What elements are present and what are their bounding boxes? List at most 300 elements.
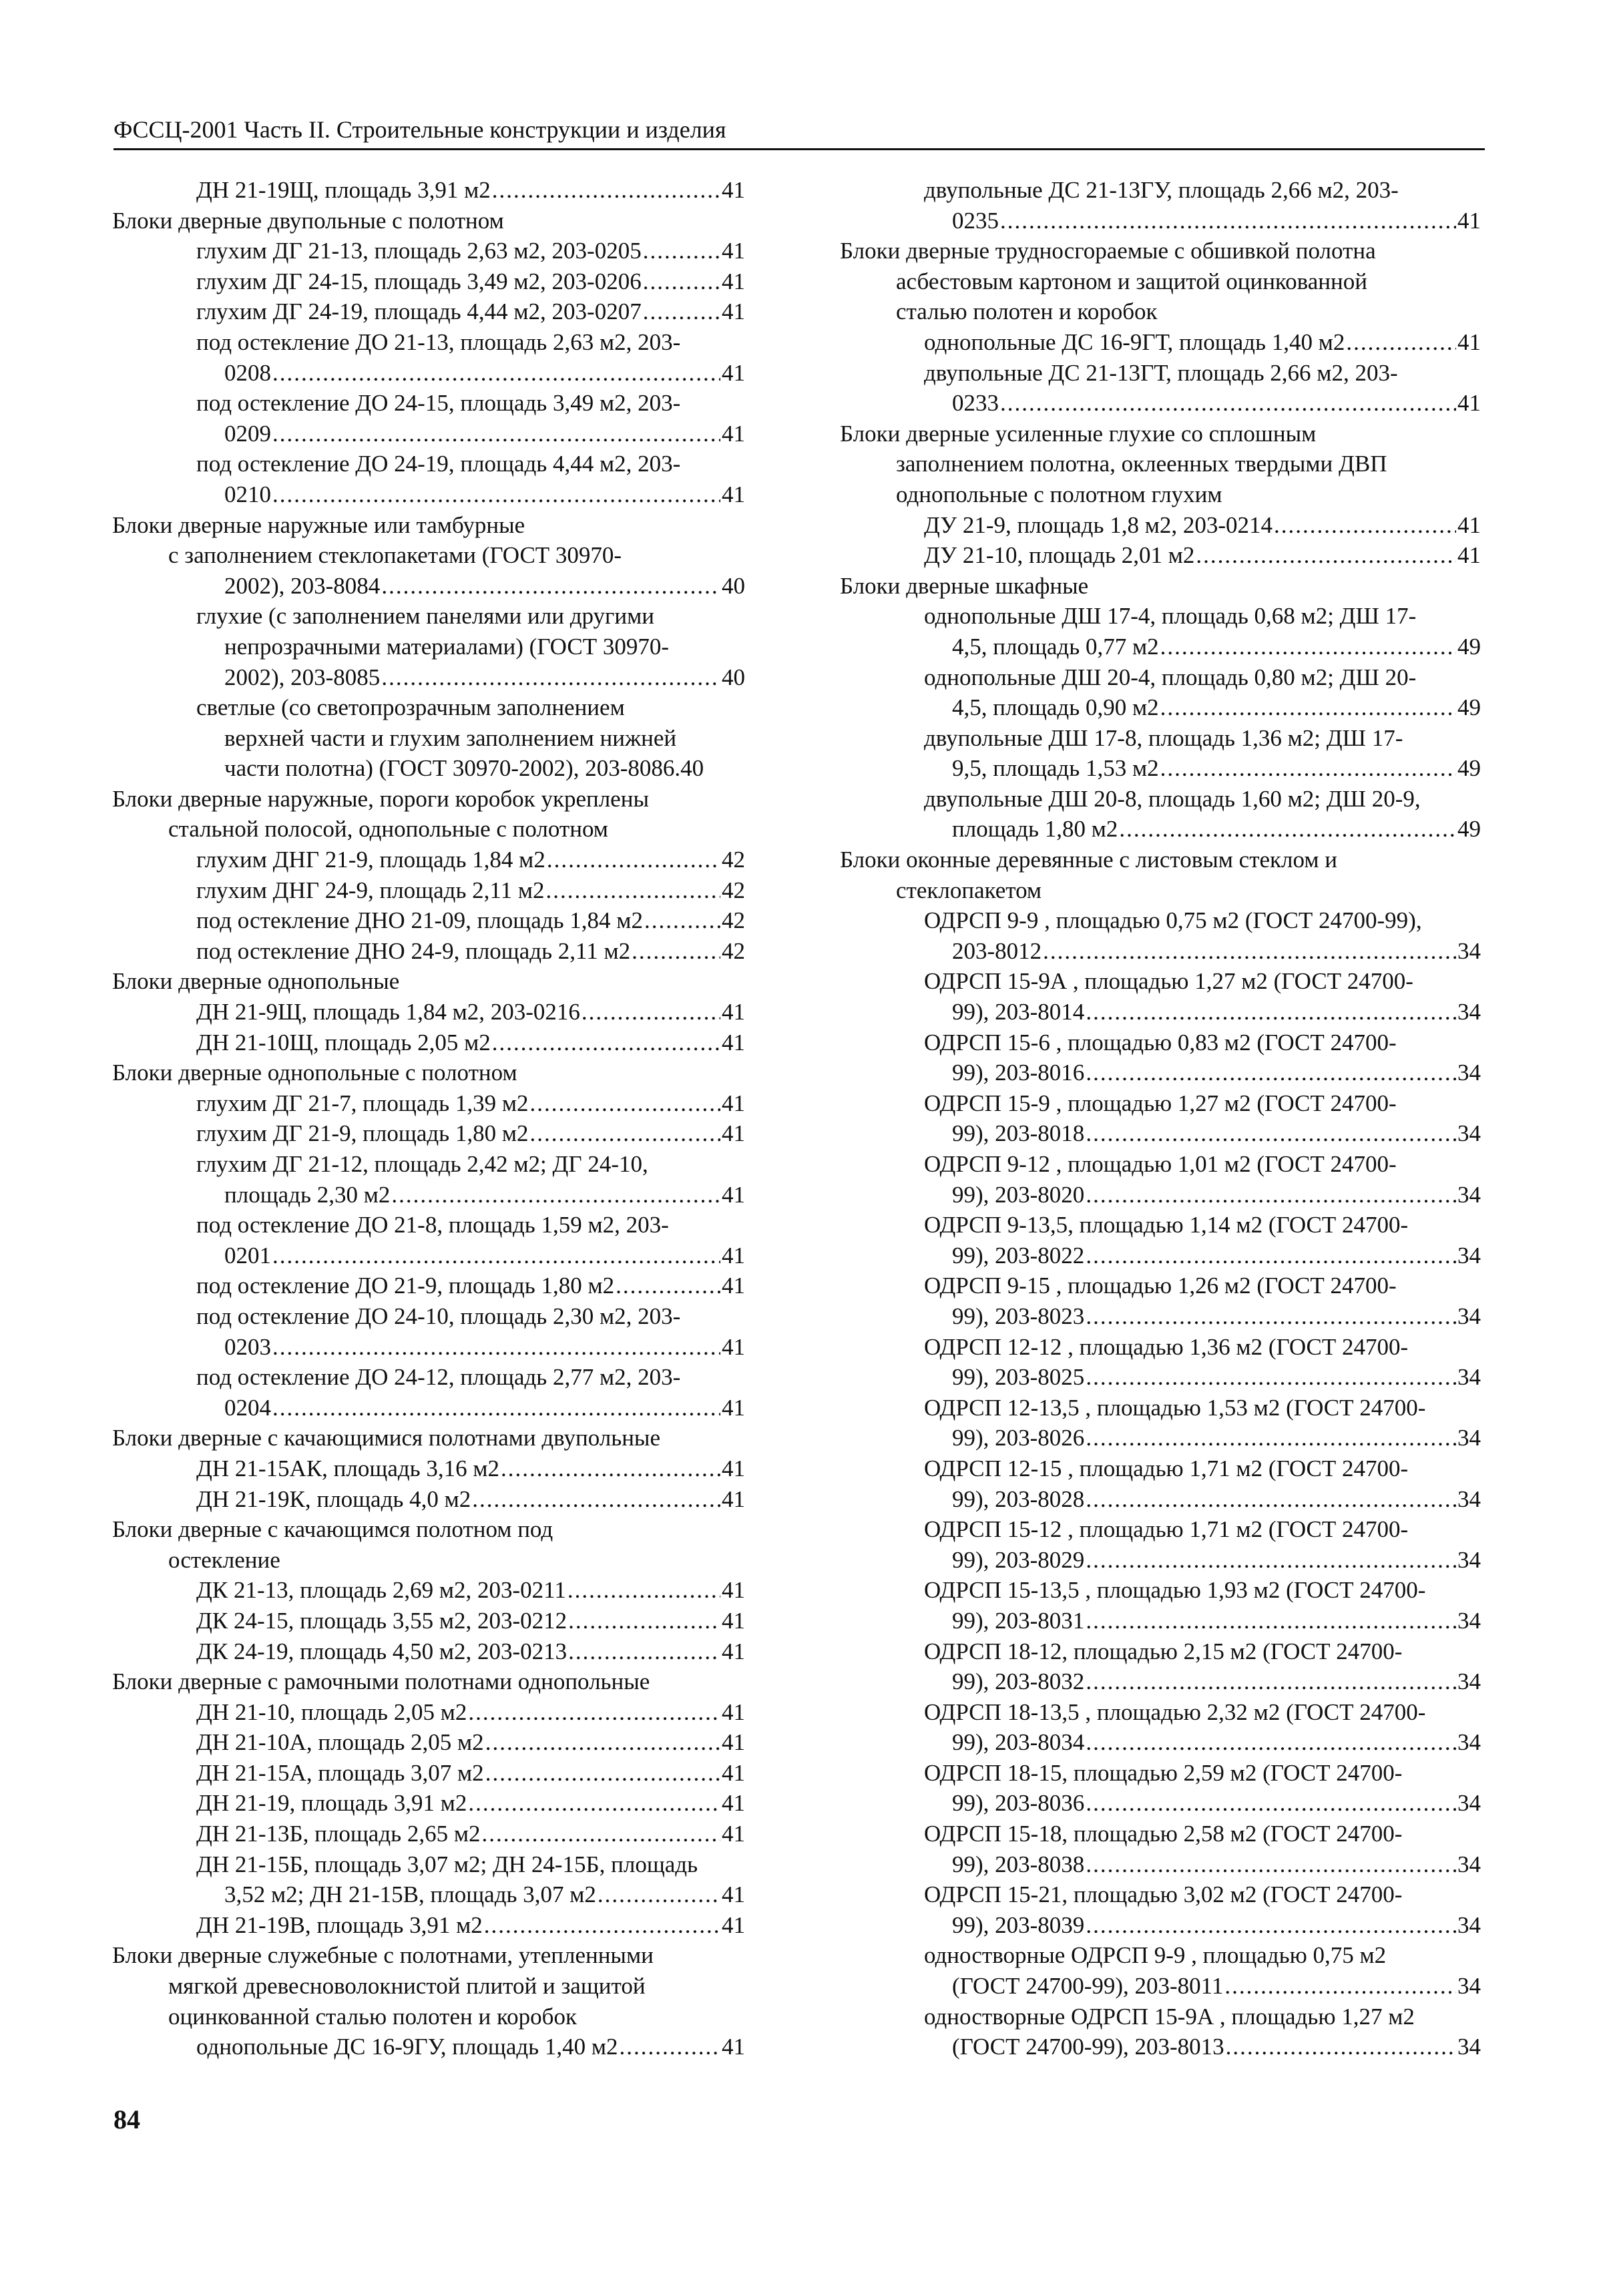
dot-leader [1086,1666,1456,1697]
entry-text: 4,5, площадь 0,77 м2 [952,633,1159,660]
entry-page-number: 34 [1457,1607,1481,1634]
entry-text: ОДРСП 9-15 , площадью 1,26 м2 (ГОСТ 24700- [924,1273,1397,1299]
index-entry [840,1027,1481,1058]
entry-text: ДК 21-13, площадь 2,69 м2, 203-0211 [196,1577,566,1604]
entry-page-number: 34 [1457,1973,1481,2000]
dot-leader [482,1819,720,1849]
dot-leader [272,1240,720,1271]
entry-text: стеклопакетом [896,877,1042,903]
dot-leader [381,662,720,693]
index-entry [840,540,1481,571]
dot-leader [1086,997,1456,1027]
entry-page-number: 34 [1457,999,1481,1025]
entry-text: глухим ДГ 21-7, площадь 1,39 м2 [196,1090,529,1116]
dot-leader [485,1727,720,1758]
entry-page-number: 34 [1457,1911,1481,1938]
index-entry [112,327,745,358]
index-entry [840,875,1481,906]
entry-text: Блоки дверные наружные или тамбурные [112,511,525,538]
dot-leader [1086,1727,1456,1758]
index-entry [840,1180,1481,1210]
entry-text: 99), 203-8022 [952,1242,1085,1269]
index-entry [840,1088,1481,1119]
index-entry [840,1697,1481,1728]
entry-text: под остекление ДО 21-8, площадь 1,59 м2, 203- [196,1212,669,1238]
entry-text: стальной полосой, однопольные с полотном [168,816,608,843]
entry-text: под остекление ДО 24-10, площадь 2,30 м2, 203- [196,1303,681,1329]
index-entry [112,571,745,602]
index-entry [112,206,745,236]
index-entry [112,510,745,541]
entry-text: ОДРСП 12-15 , площадью 1,71 м2 (ГОСТ 24700- [924,1455,1409,1481]
entry-text: 0233 [952,390,999,417]
entry-text: Блоки дверные служебные с полотнами, утепленными [112,1942,654,1969]
entry-text: (ГОСТ 24700-99), 203-8011 [952,1973,1224,2000]
entry-page-number: 49 [1457,633,1481,660]
entry-text: ДН 21-9Щ, площадь 1,84 м2, 203-0216 [196,999,580,1025]
index-entry [840,1271,1481,1301]
entry-text: глухим ДГ 21-13, площадь 2,63 м2, 203-0205 [196,238,642,264]
index-entry [840,1362,1481,1393]
entry-text: однопольные ДС 16-9ГУ, площадь 1,40 м2 [196,2034,618,2060]
entry-page-number: 41 [1457,207,1481,234]
index-entry [840,1149,1481,1180]
entry-page-number: 49 [1457,816,1481,843]
index-entry [112,1606,745,1636]
index-entry [112,1332,745,1363]
entry-page-number: 41 [722,1181,745,1208]
index-entry [112,449,745,479]
entry-text: ДН 21-15АК, площадь 3,16 м2 [196,1455,500,1481]
entry-text: Блоки дверные трудносгораемые с обшивкой полотна [840,238,1376,264]
index-entry [112,632,745,662]
dot-leader [1196,540,1456,571]
entry-text: ОДРСП 15-9А , площадью 1,27 м2 (ГОСТ 24700- [924,968,1413,995]
entry-text: площадь 2,30 м2 [224,1181,391,1208]
index-entry [840,1210,1481,1240]
index-entry [112,419,745,449]
index-entry [112,1362,745,1393]
dot-leader [272,479,720,510]
entry-page-number: 34 [1457,1425,1481,1451]
entry-text: однопольные ДШ 20-4, площадь 0,80 м2; ДШ 20- [924,664,1417,690]
dot-leader [1086,1788,1456,1819]
entry-text: ОДРСП 15-21, площадью 3,02 м2 (ГОСТ 24700- [924,1881,1403,1908]
index-entry [840,1453,1481,1484]
index-entry [112,1545,745,1576]
dot-leader [391,1180,720,1210]
entry-text: под остекление ДО 24-19, площадь 4,44 м2, 203- [196,451,681,477]
entry-text: двупольные ДС 21-13ГТ, площадь 2,66 м2, 203- [924,359,1398,386]
entry-page-number: 41 [722,1029,745,1056]
dot-leader [1000,388,1456,419]
dot-leader [485,1758,720,1789]
entry-text: глухим ДНГ 24-9, площадь 2,11 м2 [196,877,545,903]
entry-text: 99), 203-8029 [952,1546,1085,1573]
entry-page-number: 42 [722,937,745,964]
index-entry [112,236,745,266]
dot-leader [1274,510,1456,541]
index-entry [112,1788,745,1819]
index-entry [840,1788,1481,1819]
index-entry [840,1240,1481,1271]
entry-page-number: 41 [1457,390,1481,417]
index-entry [840,1393,1481,1423]
index-entry [840,1545,1481,1576]
entry-page-number: 42 [722,847,745,873]
dot-leader [547,845,720,875]
index-column-left [112,175,745,2062]
dot-leader [1226,2032,1456,2062]
entry-page-number: 41 [722,1698,745,1725]
index-entry [112,1697,745,1728]
dot-leader [1086,1118,1456,1149]
entry-page-number: 41 [722,1485,745,1512]
index-entry [840,1819,1481,1849]
entry-text: ДН 21-10Щ, площадь 2,05 м2 [196,1029,491,1056]
index-entry [840,419,1481,449]
index-entry [840,327,1481,358]
index-entry [112,1027,745,1058]
entry-text: мягкой древесноволокнистой плитой и защитой [168,1973,646,2000]
entry-page-number: 41 [722,1455,745,1481]
entry-text: 99), 203-8039 [952,1911,1085,1938]
index-entry [112,753,745,784]
entry-text: однопольные ДШ 17-4, площадь 0,68 м2; ДШ 17- [924,603,1417,630]
entry-text: под остекление ДО 24-12, площадь 2,77 м2, 203- [196,1364,681,1391]
entry-page-number: 41 [722,1790,745,1817]
entry-text: 99), 203-8023 [952,1303,1085,1329]
entry-page-number: 41 [722,420,745,447]
dot-leader [530,1118,720,1149]
entry-page-number: 34 [1457,1668,1481,1695]
dot-leader [1160,753,1456,784]
entry-text: 99), 203-8034 [952,1729,1085,1756]
index-entry [112,1849,745,1880]
entry-text: 0208 [224,359,271,386]
index-entry [112,1210,745,1240]
entry-text: верхней части и глухим заполнением нижней [224,724,677,751]
entry-text: оцинкованной сталью полотен и коробок [168,2003,577,2030]
index-entry [112,1301,745,1332]
index-entry [112,1940,745,1971]
entry-text: ДУ 21-10, площадь 2,01 м2 [924,542,1195,569]
entry-text: 0210 [224,481,271,507]
entry-page-number: 41 [722,1120,745,1147]
index-entry [840,936,1481,967]
index-entry [112,845,745,875]
entry-text: ОДРСП 15-9 , площадью 1,27 м2 (ГОСТ 24700- [924,1090,1397,1116]
entry-text: светлые (со светопрозрачным заполнением [196,694,625,721]
entry-text: ДК 24-19, площадь 4,50 м2, 203-0213 [196,1638,567,1664]
dot-leader [1000,206,1456,236]
index-entry [840,1058,1481,1088]
entry-page-number: 41 [1457,542,1481,569]
dot-leader [492,1027,720,1058]
entry-text: ДК 24-15, площадь 3,55 м2, 203-0212 [196,1607,567,1634]
index-entry [840,814,1481,845]
entry-text: под остекление ДО 24-15, площадь 3,49 м2, 203- [196,390,681,417]
entry-text: 99), 203-8014 [952,999,1085,1025]
entry-text: ОДРСП 9-12 , площадью 1,01 м2 (ГОСТ 24700- [924,1151,1397,1177]
entry-page-number: 41 [722,1881,745,1908]
entry-text: Блоки дверные с качающимся полотном под [112,1516,553,1543]
dot-leader [620,2032,720,2062]
index-entry [112,692,745,723]
index-entry [840,296,1481,327]
index-entry [112,479,745,510]
entry-text: 99), 203-8026 [952,1425,1085,1451]
entry-text: ДН 21-15Б, площадь 3,07 м2; ДН 24-15Б, площадь [196,1851,698,1877]
dot-leader [272,1393,720,1423]
index-entry [112,1484,745,1515]
index-entry [840,1423,1481,1453]
index-entry [840,905,1481,936]
entry-text: под остекление ДО 21-9, площадь 1,80 м2 [196,1273,615,1299]
index-entry [840,1118,1481,1149]
entry-page-number: 34 [1457,2034,1481,2060]
index-entry [112,358,745,389]
index-entry [840,510,1481,541]
entry-text: ОДРСП 15-12 , площадью 1,71 м2 (ГОСТ 24700- [924,1516,1409,1543]
entry-text: Блоки дверные с рамочными полотнами однопольные [112,1668,650,1695]
dot-leader [1086,1180,1456,1210]
index-entry [112,1910,745,1941]
entry-text: части полотна) (ГОСТ 30970-2002), 203-8086.40 [224,755,704,782]
entry-text: ОДРСП 18-15, площадью 2,59 м2 (ГОСТ 24700- [924,1759,1403,1786]
index-entry [840,753,1481,784]
index-entry [840,175,1481,206]
dot-leader [568,1636,720,1667]
index-entry [112,1149,745,1180]
dot-leader [1086,1849,1456,1880]
index-entry [840,479,1481,510]
entry-page-number: 41 [722,268,745,294]
index-entry [112,814,745,845]
entry-text: Блоки дверные однопольные [112,968,400,995]
dot-leader [1086,1910,1456,1941]
index-entry [112,1819,745,1849]
index-entry [840,1666,1481,1697]
entry-text: заполнением полотна, оклеенных твердыми ДВП [896,451,1387,477]
entry-page-number: 42 [722,907,745,934]
entry-text: ДН 21-19К, площадь 4,0 м2 [196,1485,471,1512]
entry-page-number: 41 [722,999,745,1025]
index-entry [840,601,1481,632]
index-entry [840,1484,1481,1515]
index-entry [840,632,1481,662]
entry-page-number: 41 [722,1729,745,1756]
index-entry [112,784,745,815]
entry-text: площадь 1,80 м2 [952,816,1118,843]
entry-text: глухие (с заполнением панелями или другими [196,603,655,630]
index-entry [840,236,1481,266]
entry-page-number: 41 [722,1577,745,1604]
index-entry [840,2032,1481,2062]
entry-page-number: 34 [1457,1790,1481,1817]
dot-leader [468,1788,720,1819]
entry-text: двупольные ДШ 20-8, площадь 1,60 м2; ДШ 20-9, [924,785,1421,812]
entry-text: 99), 203-8020 [952,1181,1085,1208]
index-entry [112,997,745,1027]
entry-text: 4,5, площадь 0,90 м2 [952,694,1159,721]
entry-text: 99), 203-8031 [952,1607,1085,1634]
index-entry [112,540,745,571]
index-entry [112,1575,745,1606]
index-entry [112,1058,745,1088]
entry-text: ОДРСП 18-13,5 , площадью 2,32 м2 (ГОСТ 24700- [924,1698,1426,1725]
entry-text: 0204 [224,1394,271,1421]
index-entry [840,1758,1481,1789]
index-entry [840,662,1481,693]
entry-page-number: 41 [722,359,745,386]
index-entry [840,845,1481,875]
dot-leader [1086,1058,1456,1088]
entry-text: 99), 203-8038 [952,1851,1085,1877]
entry-text: однопольные с полотном глухим [896,481,1222,507]
dot-leader [501,1453,720,1484]
entry-text: с заполнением стеклопакетами (ГОСТ 30970- [168,542,622,569]
dot-leader [530,1088,720,1119]
index-entry [840,206,1481,236]
dot-leader [272,1332,720,1363]
index-entry [840,966,1481,997]
entry-page-number: 34 [1457,1546,1481,1573]
entry-text: Блоки оконные деревянные с листовым стеклом и [840,847,1337,873]
index-entry [112,175,745,206]
entry-text: под остекление ДО 21-13, площадь 2,63 м2, 203- [196,328,681,355]
dot-leader [643,296,720,327]
entry-text: одностворные ОДРСП 15-9А , площадью 1,27 м2 [924,2003,1415,2030]
index-entry [112,1971,745,2002]
entry-page-number: 41 [722,1394,745,1421]
entry-page-number: 34 [1457,1851,1481,1877]
entry-text: остекление [168,1546,280,1573]
entry-text: ДН 21-10А, площадь 2,05 м2 [196,1729,484,1756]
index-entry [112,1453,745,1484]
index-entry [840,1727,1481,1758]
header-title: ФССЦ-2001 Часть II. Строительные конструкции и изделия [113,116,726,143]
dot-leader [1086,1362,1456,1393]
entry-text: глухим ДГ 24-15, площадь 3,49 м2, 203-0206 [196,268,642,294]
entry-page-number: 41 [722,1273,745,1299]
entry-text: одностворные ОДРСП 9-9 , площадью 0,75 м2 [924,1942,1387,1969]
dot-leader [272,358,720,389]
index-entry [112,1180,745,1210]
index-entry [840,571,1481,602]
index-entry [112,1727,745,1758]
dot-leader [567,1575,720,1606]
entry-page-number: 40 [722,664,745,690]
dot-leader [1086,1484,1456,1515]
entry-text: Блоки дверные усиленные глухие со сплошным [840,420,1317,447]
index-entry [840,1940,1481,1971]
entry-page-number: 41 [722,1821,745,1847]
entry-page-number: 41 [722,2034,745,2060]
index-entry [840,1879,1481,1910]
entry-page-number: 34 [1457,1303,1481,1329]
index-entry [840,1910,1481,1941]
entry-text: ДН 21-15А, площадь 3,07 м2 [196,1759,484,1786]
entry-text: ОДРСП 12-13,5 , площадью 1,53 м2 (ГОСТ 24700- [924,1394,1426,1421]
index-entry [112,2032,745,2062]
index-entry [112,1636,745,1667]
entry-text: 99), 203-8018 [952,1120,1085,1147]
dot-leader [632,936,720,967]
dot-leader [643,266,720,297]
index-entry [840,2002,1481,2032]
entry-text: ОДРСП 9-9 , площадью 0,75 м2 (ГОСТ 24700-99), [924,907,1422,934]
index-entry [840,692,1481,723]
dot-leader [643,236,720,266]
dot-leader [492,175,720,206]
entry-text: ОДРСП 12-12 , площадью 1,36 м2 (ГОСТ 24700- [924,1333,1409,1360]
entry-text: 3,52 м2; ДН 21-15В, площадь 3,07 м2 [224,1881,596,1908]
entry-text: ДН 21-10, площадь 2,05 м2 [196,1698,467,1725]
entry-page-number: 49 [1457,694,1481,721]
entry-text: 0201 [224,1242,271,1269]
entry-text: ОДРСП 18-12, площадью 2,15 м2 (ГОСТ 24700- [924,1638,1403,1664]
entry-text: Блоки дверные наружные, пороги коробок укреплены [112,785,649,812]
index-entry [112,1240,745,1271]
entry-text: ОДРСП 15-18, площадью 2,58 м2 (ГОСТ 24700- [924,1821,1403,1847]
entry-page-number: 41 [722,1911,745,1938]
index-entry [840,1971,1481,2002]
dot-leader [1160,692,1456,723]
index-entry [840,358,1481,389]
dot-leader [568,1606,720,1636]
entry-page-number: 34 [1457,937,1481,964]
index-entry [112,388,745,419]
index-entry [112,1088,745,1119]
dot-leader [272,419,720,449]
entry-text: 0209 [224,420,271,447]
entry-text: 2002), 203-8084 [224,572,381,599]
entry-page-number: 41 [722,1759,745,1786]
index-entry [112,1423,745,1453]
entry-page-number: 41 [722,1333,745,1360]
entry-page-number: 41 [722,1607,745,1634]
entry-text: 0235 [952,207,999,234]
entry-text: ОДРСП 15-6 , площадью 0,83 м2 (ГОСТ 24700- [924,1029,1397,1056]
dot-leader [1086,1606,1456,1636]
index-entry [112,1118,745,1149]
dot-leader [1086,1423,1456,1453]
dot-leader [546,875,720,906]
entry-text: двупольные ДШ 17-8, площадь 1,36 м2; ДШ 17- [924,724,1403,751]
entry-text: глухим ДГ 21-12, площадь 2,42 м2; ДГ 24-10, [196,1151,648,1177]
index-entry [112,875,745,906]
index-entry [840,449,1481,479]
entry-text: асбестовым картоном и защитой оцинкованной [896,268,1367,294]
entry-page-number: 34 [1457,1485,1481,1512]
entry-page-number: 34 [1457,1181,1481,1208]
entry-text: 9,5, площадь 1,53 м2 [952,755,1159,782]
dot-leader [484,1910,720,1941]
dot-leader [582,997,720,1027]
dot-leader [1160,632,1456,662]
dot-leader [381,571,720,602]
entry-page-number: 34 [1457,1060,1481,1086]
entry-text: глухим ДНГ 21-9, площадь 1,84 м2 [196,847,545,873]
dot-leader [1224,1971,1456,2002]
index-entry [840,1606,1481,1636]
entry-text: сталью полотен и коробок [896,298,1158,325]
index-entry [840,1849,1481,1880]
entry-page-number: 41 [1457,511,1481,538]
entry-page-number: 41 [722,238,745,264]
dot-leader [1086,1301,1456,1332]
